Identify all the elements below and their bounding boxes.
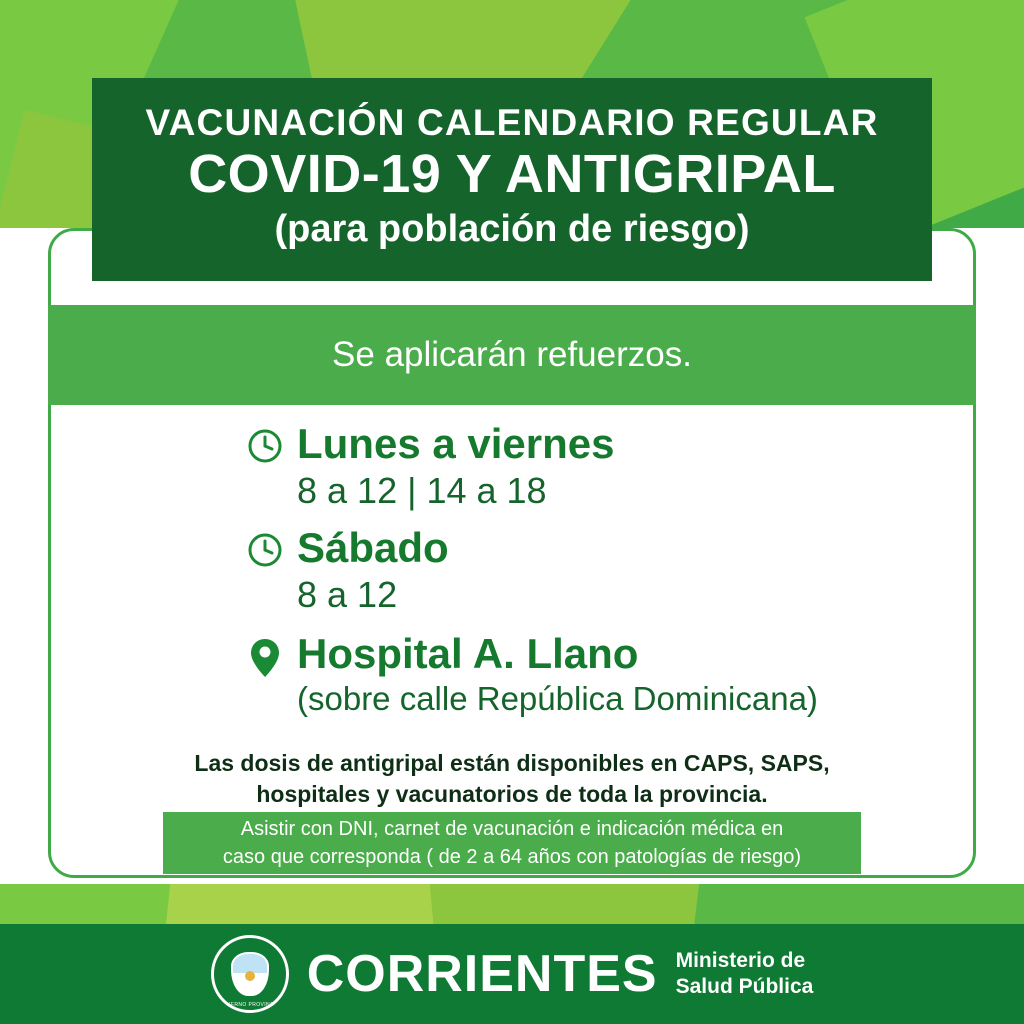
- requirements-footnote-line-2: caso que corresponda ( de 2 a 64 años con patologías de riesgo): [222, 846, 802, 868]
- schedule-item-location: [48, 630, 976, 719]
- schedule-title: Sábado: [297, 524, 449, 572]
- clock-icon: [233, 524, 297, 570]
- schedule-texts: [297, 420, 614, 512]
- schedule-title: Hospital A. Llano: [297, 630, 639, 678]
- crest-shield: [231, 952, 269, 996]
- schedule-item-weekdays: [48, 420, 976, 512]
- title-line-1: VACUNACIÓN CALENDARIO REGULAR: [145, 102, 879, 143]
- requirements-footnote: [163, 812, 861, 874]
- footer-bar: [0, 924, 1024, 1024]
- title-banner: [92, 78, 932, 281]
- schedule-detail: 8 a 12 | 14 a 18: [297, 470, 547, 512]
- schedule-list: [48, 420, 976, 725]
- availability-note: [48, 748, 976, 810]
- subtitle-band: [48, 305, 976, 405]
- corrientes-coat-of-arms-icon: [211, 935, 289, 1013]
- title-line-3: (para población de riesgo): [274, 207, 750, 250]
- availability-note-line-2: hospitales y vacunatorios de toda la provincia.: [256, 781, 768, 808]
- ministry-line-1: Ministerio de: [675, 949, 806, 973]
- brand-name: CORRIENTES: [306, 945, 658, 1003]
- subtitle-text: Se aplicarán refuerzos.: [332, 335, 692, 374]
- schedule-detail: 8 a 12: [297, 574, 398, 616]
- clock-icon: [233, 420, 297, 466]
- schedule-detail: (sobre calle República Dominicana): [297, 680, 818, 718]
- availability-note-line-1: Las dosis de antigripal están disponibles en CAPS, SAPS,: [194, 750, 830, 776]
- requirements-footnote-line-1: Asistir con DNI, carnet de vacunación e indicación médica en: [240, 817, 784, 840]
- crest-caption: GOBIERNO PROVINCIAL: [216, 1002, 283, 1008]
- schedule-texts: [297, 524, 449, 616]
- ministry-line-2: Salud Pública: [675, 975, 814, 998]
- schedule-title: Lunes a viernes: [297, 420, 615, 467]
- location-pin-icon: [233, 630, 297, 680]
- schedule-texts: [297, 630, 818, 719]
- schedule-item-saturday: [48, 524, 976, 616]
- ministry-label: [676, 948, 814, 999]
- title-line-2: COVID-19 Y ANTIGRIPAL: [188, 144, 836, 205]
